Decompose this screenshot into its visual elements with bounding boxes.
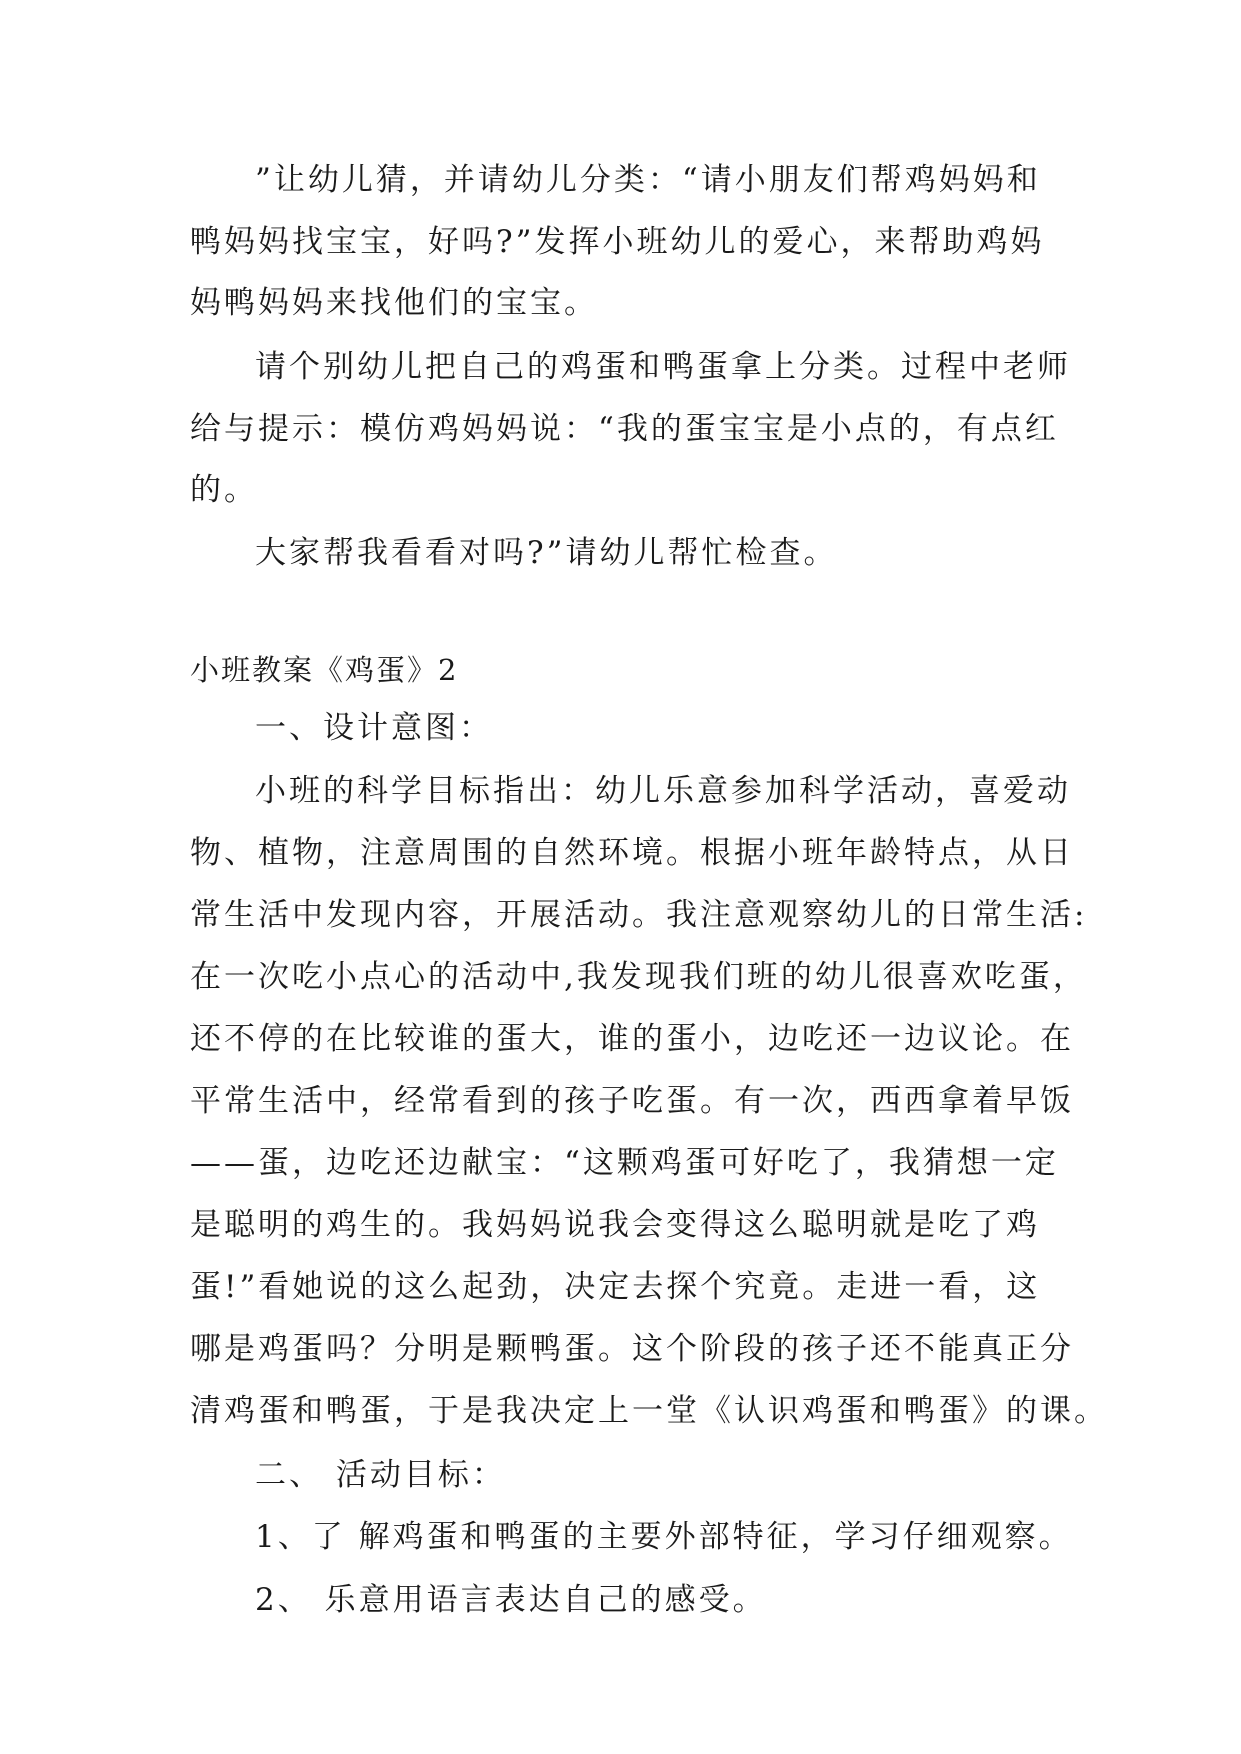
paragraph-3-line-1: 大家帮我看看对吗?”请幼儿帮忙检查。 xyxy=(255,535,838,571)
paragraph-2-line-1: 请个别幼儿把自己的鸡蛋和鸭蛋拿上分类。过程中老师 xyxy=(255,349,1071,385)
paragraph-4-line-8: 是聪明的鸡生的。我妈妈说我会变得这么聪明就是吃了鸡 xyxy=(190,1207,1040,1243)
paragraph-1-line-2: 鸭妈妈找宝宝，好吗?”发挥小班幼儿的爱心，来帮助鸡妈 xyxy=(190,224,1045,260)
section-title: 小班教案《鸡蛋》2 xyxy=(190,653,459,687)
heading-activity-goals: 二、 活动目标： xyxy=(255,1457,506,1493)
paragraph-4-line-2: 物、植物，注意周围的自然环境。根据小班年龄特点，从日 xyxy=(190,835,1074,871)
paragraph-4-line-11: 清鸡蛋和鸭蛋，于是我决定上一堂《认识鸡蛋和鸭蛋》的课。 xyxy=(190,1393,1108,1429)
paragraph-4-line-5: 还不停的在比较谁的蛋大，谁的蛋小，边吃还一边议论。在 xyxy=(190,1021,1074,1057)
paragraph-2-line-2: 给与提示：模仿鸡妈妈说：“我的蛋宝宝是小点的，有点红 xyxy=(190,411,1059,447)
paragraph-4-line-1: 小班的科学目标指出：幼儿乐意参加科学活动，喜爱动 xyxy=(255,773,1071,809)
paragraph-4-line-10: 哪是鸡蛋吗？分明是颗鸭蛋。这个阶段的孩子还不能真正分 xyxy=(190,1331,1074,1367)
paragraph-4-line-9: 蛋!”看她说的这么起劲，决定去探个究竟。走进一看，这 xyxy=(190,1269,1041,1305)
paragraph-2-line-3: 的。 xyxy=(190,472,258,508)
goal-item-1: 1、了 解鸡蛋和鸭蛋的主要外部特征，学习仔细观察。 xyxy=(255,1519,1073,1555)
paragraph-1-line-1: ”让幼儿猜，并请幼儿分类：“请小朋友们帮鸡妈妈和 xyxy=(255,162,1041,198)
goal-item-2: 2、 乐意用语言表达自己的感受。 xyxy=(255,1582,767,1618)
paragraph-4-line-6: 平常生活中，经常看到的孩子吃蛋。有一次，西西拿着早饭 xyxy=(190,1083,1074,1119)
paragraph-4-line-7: ——蛋，边吃还边献宝：“这颗鸡蛋可好吃了，我猜想一定 xyxy=(190,1145,1059,1181)
paragraph-1-line-3: 妈鸭妈妈来找他们的宝宝。 xyxy=(190,285,598,321)
paragraph-4-line-3: 常生活中发现内容，开展活动。我注意观察幼儿的日常生活: xyxy=(190,897,1088,933)
paragraph-4-line-4: 在一次吃小点心的活动中,我发现我们班的幼儿很喜欢吃蛋， xyxy=(190,959,1087,995)
heading-design-intent: 一、设计意图： xyxy=(255,710,493,746)
